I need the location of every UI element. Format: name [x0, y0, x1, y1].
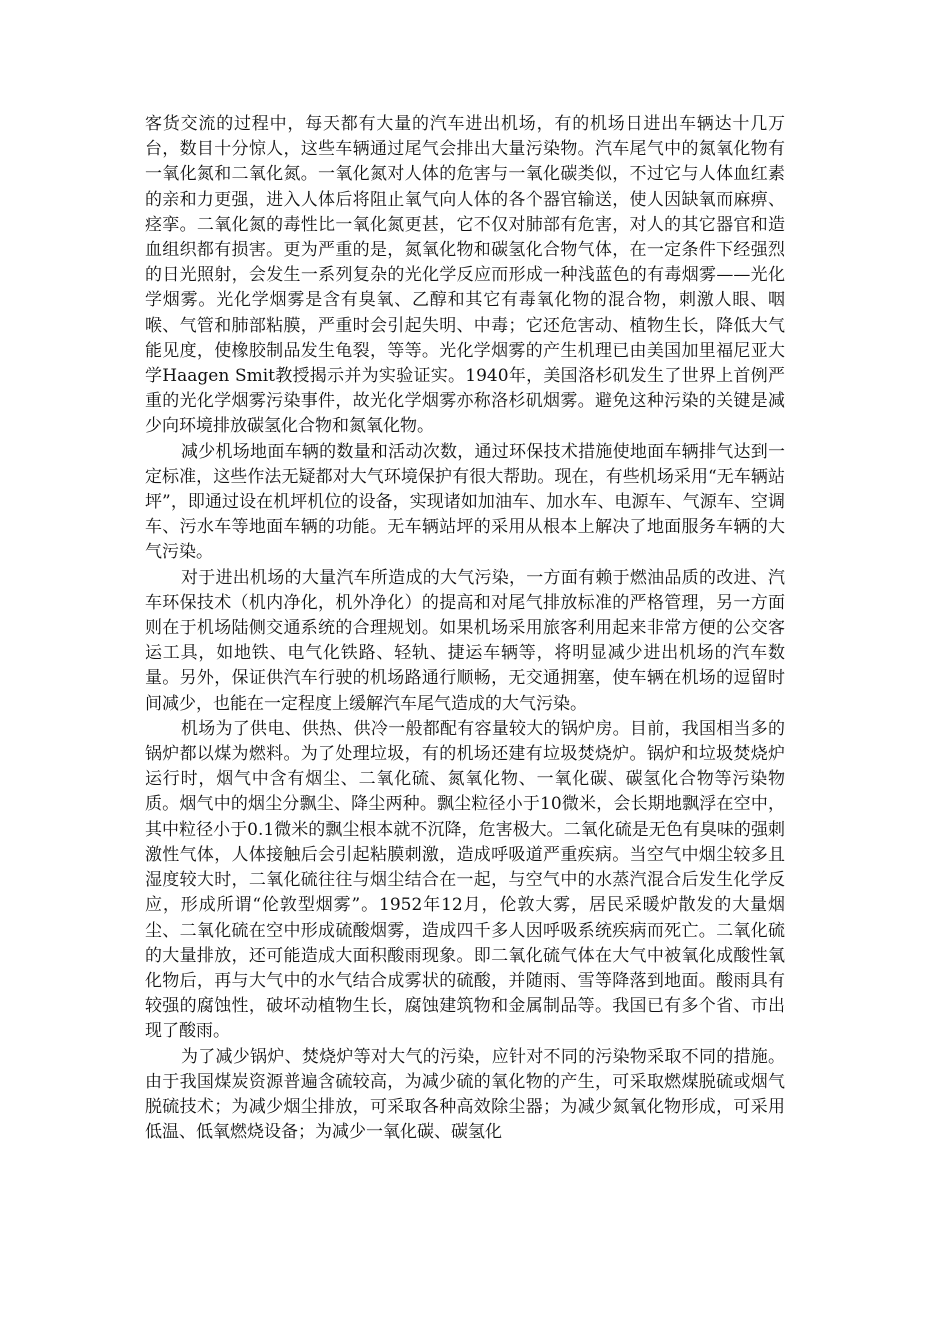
paragraph-3: 对于进出机场的大量汽车所造成的大气污染，一方面有赖于燃油品质的改进、汽车环保技术（机内净化，机外净化）的提高和对尾气排放标准的严格管理，另一方面则在于机场陆侧交通系统的合理规划。如果机场采用旅客利用起来非常方便的公交客运工具，如地铁、电气化铁路、轻轨、捷运车辆等，将明显减少进出机场的汽车数量。另外，保证供汽车行驶的机场路通行顺畅，无交通拥塞，使车辆在机场的逗留时间减少，也能在一定程度上缓解汽车尾气造成的大气污染。	[145, 567, 785, 714]
document-body	[145, 112, 785, 1145]
paragraph-1: 客货交流的过程中，每天都有大量的汽车进出机场，有的机场日进出车辆达十几万台，数目十分惊人，这些车辆通过尾气会排出大量污染物。汽车尾气中的氮氧化物有一氧化氮和二氧化氮。一氧化氮对人体的危害与一氧化碳类似，不过它与人体血红素的亲和力更强，进入人体后将阻止氧气向人体的各个器官输送，使人因缺氧而麻痹、痉挛。二氧化氮的毒性比一氧化氮更甚，它不仅对肺部有危害，对人的其它器官和造血组织都有损害。更为严重的是，氮氧化物和碳氢化合物气体，在一定条件下经强烈的日光照射，会发生一系列复杂的光化学反应而形成一种浅蓝色的有毒烟雾——光化学烟雾。光化学烟雾是含有臭氧、乙醇和其它有毒氧化物的混合物，刺激人眼、咽喉、气管和肺部粘膜，严重时会引起失明、中毒；它还危害动、植物生长，降低大气能见度，使橡胶制品发生龟裂，等等。光化学烟雾的产生机理已由美国加里福尼亚大学Haagen Smit教授揭示并为实验证实。1940年，美国洛杉矶发生了世界上首例严重的光化学烟雾污染事件，故光化学烟雾亦称洛杉矶烟雾。避免这种污染的关键是减少向环境排放碳氢化合物和氮氧化物。	[145, 114, 785, 437]
paragraph-2: 减少机场地面车辆的数量和活动次数，通过环保技术措施使地面车辆排气达到一定标准，这些作法无疑都对大气环境保护有很大帮助。现在，有些机场采用“无车辆站坪”，即通过设在机坪机位的设备，实现诸如加油车、加水车、电源车、气源车、空调车、污水车等地面车辆的功能。无车辆站坪的采用从根本上解决了地面服务车辆的大气污染。	[145, 441, 785, 563]
paragraph-4: 机场为了供电、供热、供冷一般都配有容量较大的锅炉房。目前，我国相当多的锅炉都以煤为燃料。为了处理垃圾，有的机场还建有垃圾焚烧炉。锅炉和垃圾焚烧炉运行时，烟气中含有烟尘、二氧化硫、氮氧化物、一氧化碳、碳氢化合物等污染物质。烟气中的烟尘分飘尘、降尘两种。飘尘粒径小于10微米，会长期地飘浮在空中，其中粒径小于0.1微米的飘尘根本就不沉降，危害极大。二氧化硫是无色有臭味的强刺激性气体，人体接触后会引起粘膜刺激，造成呼吸道严重疾病。当空气中烟尘较多且湿度较大时，二氧化硫往往与烟尘结合在一起，与空气中的水蒸汽混合后发生化学反应，形成所谓“伦敦型烟雾”。1952年12月，伦敦大雾，居民采暖炉散发的大量烟尘、二氧化硫在空中形成硫酸烟雾，造成四千多人因呼吸系统疾病而死亡。二氧化硫的大量排放，还可能造成大面积酸雨现象。即二氧化硫气体在大气中被氧化成酸性氧化物后，再与大气中的水气结合成雾状的硫酸，并随雨、雪等降落到地面。酸雨具有较强的腐蚀性，破坏动植物生长，腐蚀建筑物和金属制品等。我国已有多个省、市出现了酸雨。	[145, 718, 785, 1042]
paragraph-5: 为了减少锅炉、焚烧炉等对大气的污染，应针对不同的污染物采取不同的措施。由于我国煤炭资源普遍含硫较高，为减少硫的氧化物的产生，可采取燃煤脱硫或烟气脱硫技术；为减少烟尘排放，可采取各种高效除尘器；为减少氮氧化物形成，可采用低温、低氧燃烧设备；为减少一氧化碳、碳氢化	[145, 1046, 785, 1143]
